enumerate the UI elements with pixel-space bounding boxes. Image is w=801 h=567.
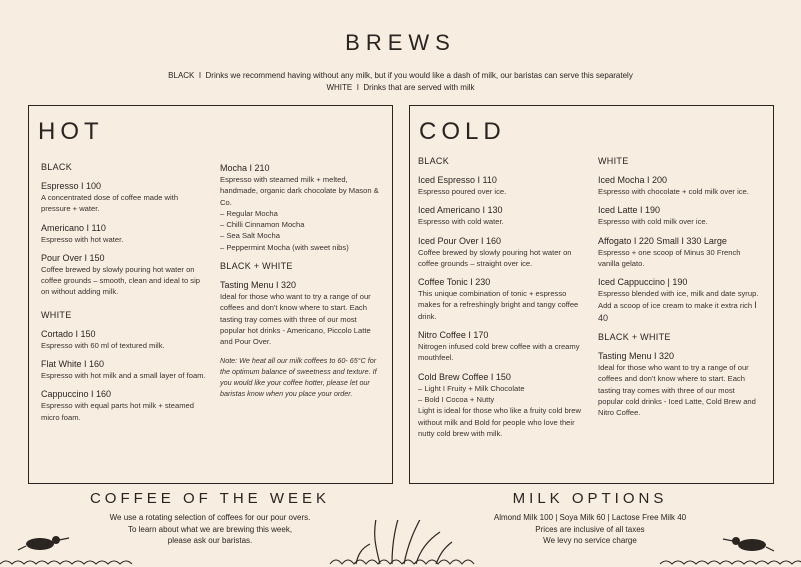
legend-white: WHITE I Drinks that are served with milk — [326, 83, 475, 92]
plant-icon — [356, 520, 452, 564]
menu-item: Espresso I 100 A concentrated dose of coffee made with pressure + water. — [41, 181, 179, 214]
cold-panel — [409, 105, 774, 484]
menu-item: Affogato I 220 Small I 330 Large Espresso + one scoop of Minus 30 French vanilla gelato. — [598, 235, 741, 268]
legend — [0, 70, 801, 94]
cold-col-left — [418, 156, 588, 446]
hot-black-heading: BLACK — [41, 162, 73, 172]
menu-item: Iced Americano I 130 Espresso with cold water. — [418, 205, 504, 227]
legend-black: BLACK I Drinks we recommend having without any milk, but if you would like a dash of milk, our baristas can serve this separately — [168, 71, 633, 80]
hot-bw-heading: BLACK + WHITE — [220, 261, 293, 272]
menu-item: Iced Pour Over I 160 Coffee brewed by slowly pouring hot water on coffee grounds – straight over ice. — [418, 235, 572, 268]
bird-right-icon — [723, 537, 774, 551]
scoop-price: I 40 — [598, 300, 757, 323]
menu-item: Flat White I 160 Espresso with hot milk and a small layer of foam. — [41, 359, 206, 381]
scoop-note: Add a scoop of ice cream to make it extra rich — [598, 301, 753, 311]
decorative-border-illustration — [0, 520, 801, 567]
cold-white-heading: WHITE — [598, 156, 629, 166]
menu-item: Cortado I 150 Espresso with 60 ml of textured milk. — [41, 328, 165, 350]
menu-item: Iced Mocha I 200 Espresso with chocolate + cold milk over ice. — [598, 175, 749, 196]
hot-title: HOT — [38, 118, 104, 145]
menu-item: Nitro Coffee I 170 Nitrogen infused cold brew coffee with a creamy mouthfeel. — [418, 330, 580, 363]
coffee-week-title: COFFEE OF THE WEEK — [89, 490, 331, 507]
menu-item: Cappuccino I 160 Espresso with equal parts hot milk + steamed micro foam. — [41, 389, 195, 422]
hot-white-heading: WHITE — [41, 309, 72, 320]
menu-item: Americano I 110 Espresso with hot water. — [41, 222, 124, 244]
menu-item-tasting: Tasting Menu I 320 Ideal for those who want to try a range of our coffees and don't know where to start. Each tasting tray comes with three of our most popular hot drinks - Americano, Piccolo Latte and Pour Over. — [220, 280, 371, 347]
cold-bw-heading: BLACK + WHITE — [598, 332, 671, 343]
bird-left-icon — [18, 536, 69, 550]
menu-item: Pour Over I 150 Coffee brewed by slowly pouring hot water on coffee grounds – smooth, clean and ideal to sip on without adding milk. — [41, 252, 201, 297]
hot-col-left — [41, 162, 206, 430]
cold-col-right — [598, 156, 760, 426]
cold-title: COLD — [419, 118, 506, 145]
hot-col-right — [220, 162, 380, 399]
page-title: BREWS — [345, 30, 456, 55]
milk-temperature-note: Note: We heat all our milk coffees to 60- 65°C for the optimum balance of sweetness and texture. If you would like your coffee hotter, please let our baristas know when you place your order. — [220, 355, 377, 398]
menu-item-mocha: Mocha I 210 Espresso with steamed milk + melted, handmade, organic dark chocolate by Mason & Co. – Regular Mocha – Chilli Cinnamon Mocha – Sea Salt Mocha – Peppermint Mocha (with sweet nibs) — [220, 163, 379, 252]
menu-item: Iced Espresso I 110 Espresso poured over ice. — [418, 175, 507, 196]
milk-options-text: Almond Milk 100 | Soya Milk 60 | Lactose Free Milk 40 Prices are inclusive of all taxes We levy no service charge — [493, 513, 687, 545]
hot-panel — [28, 105, 393, 484]
menu-item-tasting: Tasting Menu I 320 Ideal for those who want to try a range of our coffees and don't know where to start. Each tasting tray comes with three of our most popular cold drinks - Iced Latte, Cold Brew and Nitro Coffee. — [598, 351, 756, 418]
menu-item-cold-brew: Cold Brew Coffee I 150 – Light I Fruity + Milk Chocolate – Bold I Cocoa + Nutty Light is ideal for those who like a fruity cold brew without milk and Bold for people who love their nutty cold brew with milk. — [418, 371, 581, 438]
coffee-week-text: We use a rotating selection of coffees for our pour overs. To learn about what we are brewing this week, please ask our baristas. — [109, 513, 311, 545]
cold-black-heading: BLACK — [418, 156, 450, 166]
menu-item: Coffee Tonic I 230 This unique combination of tonic + espresso makes for a refreshingly bright and tangy coffee drink. — [418, 277, 579, 321]
milk-options-title: MILK OPTIONS — [512, 490, 668, 507]
menu-item: Iced Latte I 190 Espresso with cold milk over ice. — [598, 205, 708, 227]
menu-item: Iced Cappuccino | 190 Espresso blended with ice, milk and date syrup. Add a scoop of ice cream to make it extra rich I 40 — [598, 277, 759, 323]
